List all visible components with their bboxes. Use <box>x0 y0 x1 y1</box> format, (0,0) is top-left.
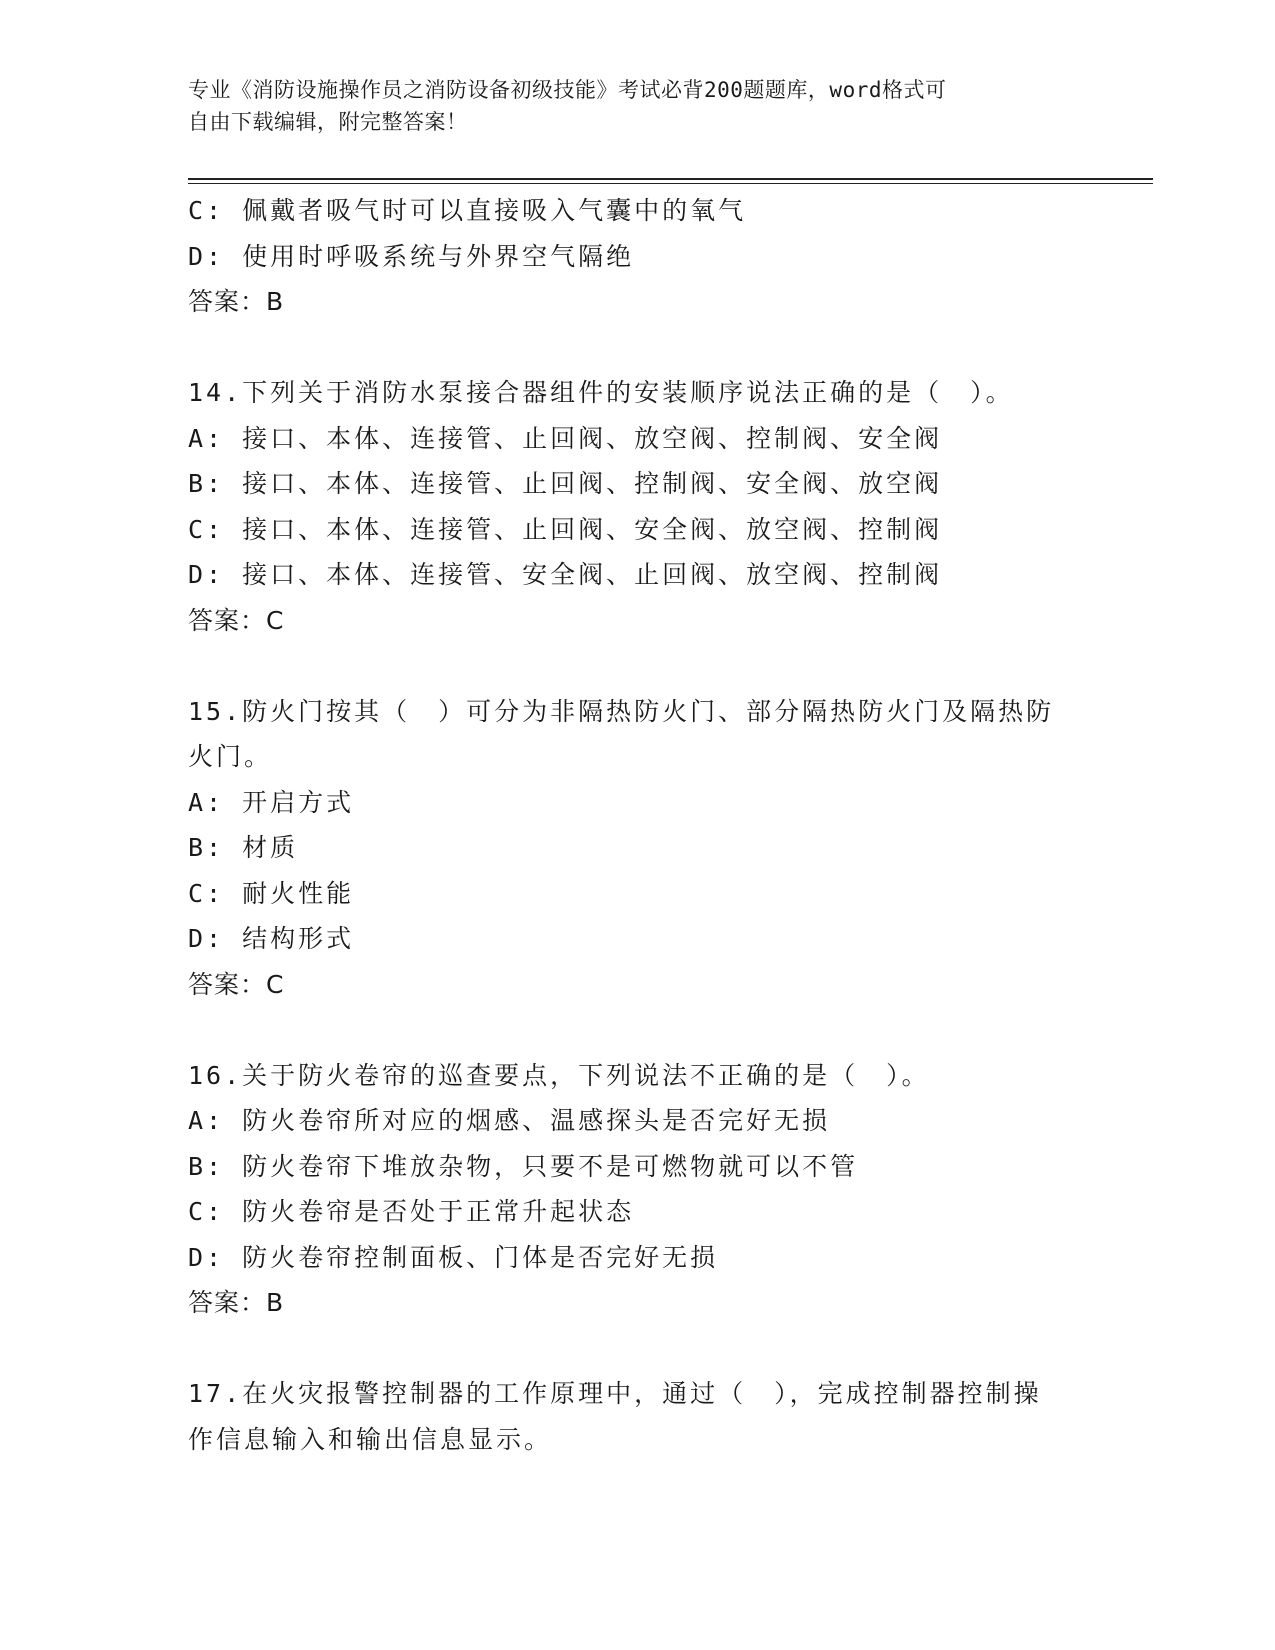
q14-option-d: D: 接口、本体、连接管、安全阀、止回阀、放空阀、控制阀 <box>188 560 943 589</box>
header-line-1: 专业《消防设施操作员之消防设备初级技能》考试必背200题题库，word格式可 <box>188 78 947 102</box>
header-rule-thin <box>188 183 1153 184</box>
spacer <box>188 1007 1088 1053</box>
spacer <box>188 1326 1088 1372</box>
spacer <box>188 325 1088 371</box>
q15-stem-line-1: 15.防火门按其（ ）可分为非隔热防火门、部分隔热防火门及隔热防 <box>188 696 1055 726</box>
q16-option-d: D: 防火卷帘控制面板、门体是否完好无损 <box>188 1242 719 1272</box>
header-line-2: 自由下载编辑，附完整答案！ <box>188 110 468 134</box>
q15-answer: 答案：C <box>188 969 285 999</box>
q16-option-c: C: 防火卷帘是否处于正常升起状态 <box>188 1197 635 1226</box>
q15-option-d: D: 结构形式 <box>188 924 355 953</box>
q16-option-b: B: 防火卷帘下堆放杂物，只要不是可燃物就可以不管 <box>188 1151 859 1181</box>
q15-stem-line-2: 火门。 <box>188 742 273 771</box>
question-17 <box>188 1371 1088 1462</box>
q16-stem: 16.关于防火卷帘的巡查要点，下列说法不正确的是（ ）。 <box>188 1060 930 1090</box>
q14-stem: 14.下列关于消防水泵接合器组件的安装顺序说法正确的是（ ）。 <box>188 378 1014 407</box>
question-16 <box>188 1053 1088 1326</box>
q16-answer: 答案：B <box>188 1288 285 1317</box>
q14-option-a: A: 接口、本体、连接管、止回阀、放空阀、控制阀、安全阀 <box>188 423 943 453</box>
header-rule-thick <box>188 178 1153 180</box>
question-15 <box>188 689 1088 1008</box>
q14-option-b: B: 接口、本体、连接管、止回阀、控制阀、安全阀、放空阀 <box>188 469 943 498</box>
q13-option-d: D: 使用时呼吸系统与外界空气隔绝 <box>188 241 635 271</box>
q17-stem-line-1: 17.在火灾报警控制器的工作原理中，通过（ ），完成控制器控制操 <box>188 1379 1042 1408</box>
q14-answer: 答案：C <box>188 605 285 635</box>
q15-option-a: A: 开启方式 <box>188 787 355 817</box>
q15-option-c: C: 耐火性能 <box>188 878 355 908</box>
document-header <box>188 74 1088 138</box>
q17-stem-line-2: 作信息输入和输出信息显示。 <box>188 1424 553 1454</box>
document-body <box>188 188 1088 1462</box>
q13-answer: 答案：B <box>188 287 285 316</box>
question-14 <box>188 370 1088 643</box>
question-13 <box>188 188 1088 325</box>
spacer <box>188 643 1088 689</box>
q16-option-a: A: 防火卷帘所对应的烟感、温感探头是否完好无损 <box>188 1106 831 1135</box>
q15-option-b: B: 材质 <box>188 833 299 862</box>
q13-option-c: C: 佩戴者吸气时可以直接吸入气囊中的氧气 <box>188 196 747 225</box>
q14-option-c: C: 接口、本体、连接管、止回阀、安全阀、放空阀、控制阀 <box>188 514 943 544</box>
